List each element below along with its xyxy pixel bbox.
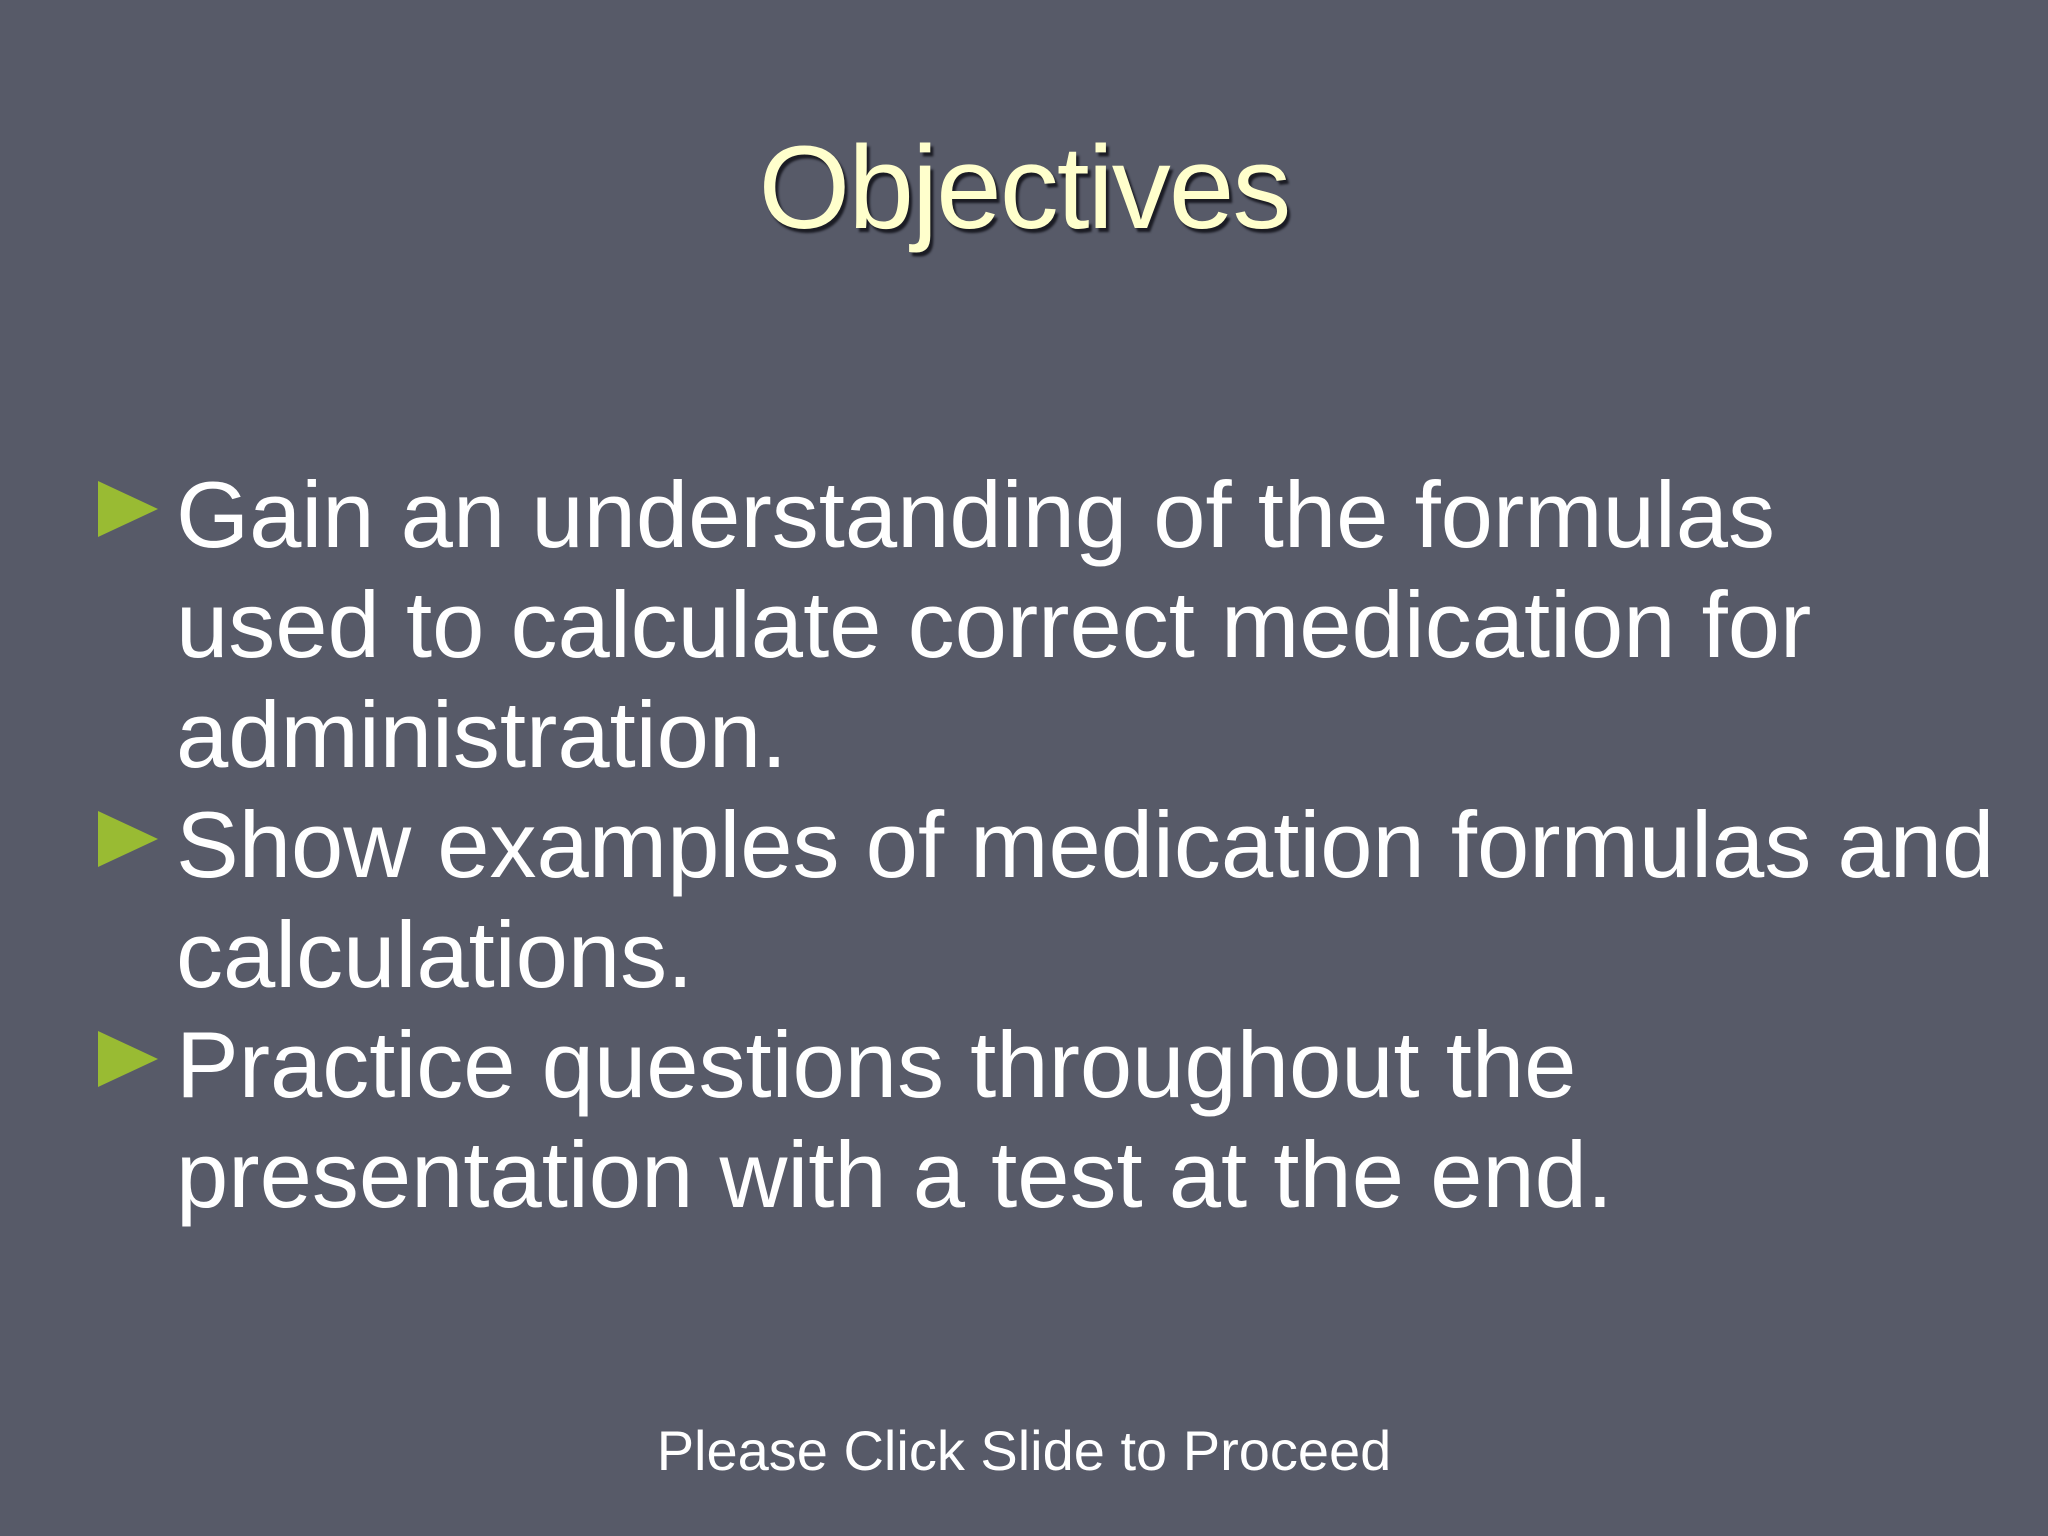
bullet-text: Show examples of medication formulas and calculations. xyxy=(176,792,1995,1007)
bullet-text: Practice questions throughout the presentation with a test at the end. xyxy=(176,1012,1614,1227)
triangle-right-icon xyxy=(98,811,158,867)
triangle-right-icon xyxy=(98,1031,158,1087)
triangle-right-icon xyxy=(98,481,158,537)
bullet-item xyxy=(98,790,1998,1010)
proceed-instruction: Please Click Slide to Proceed xyxy=(656,1419,1392,1482)
bullet-text: Gain an understanding of the formulas used to calculate correct medication for administration. xyxy=(176,462,1812,787)
bullet-item xyxy=(98,1010,1998,1230)
bullet-item xyxy=(98,460,1998,790)
bullet-list xyxy=(98,460,1998,1230)
slide-title: Objectives xyxy=(758,122,1290,254)
